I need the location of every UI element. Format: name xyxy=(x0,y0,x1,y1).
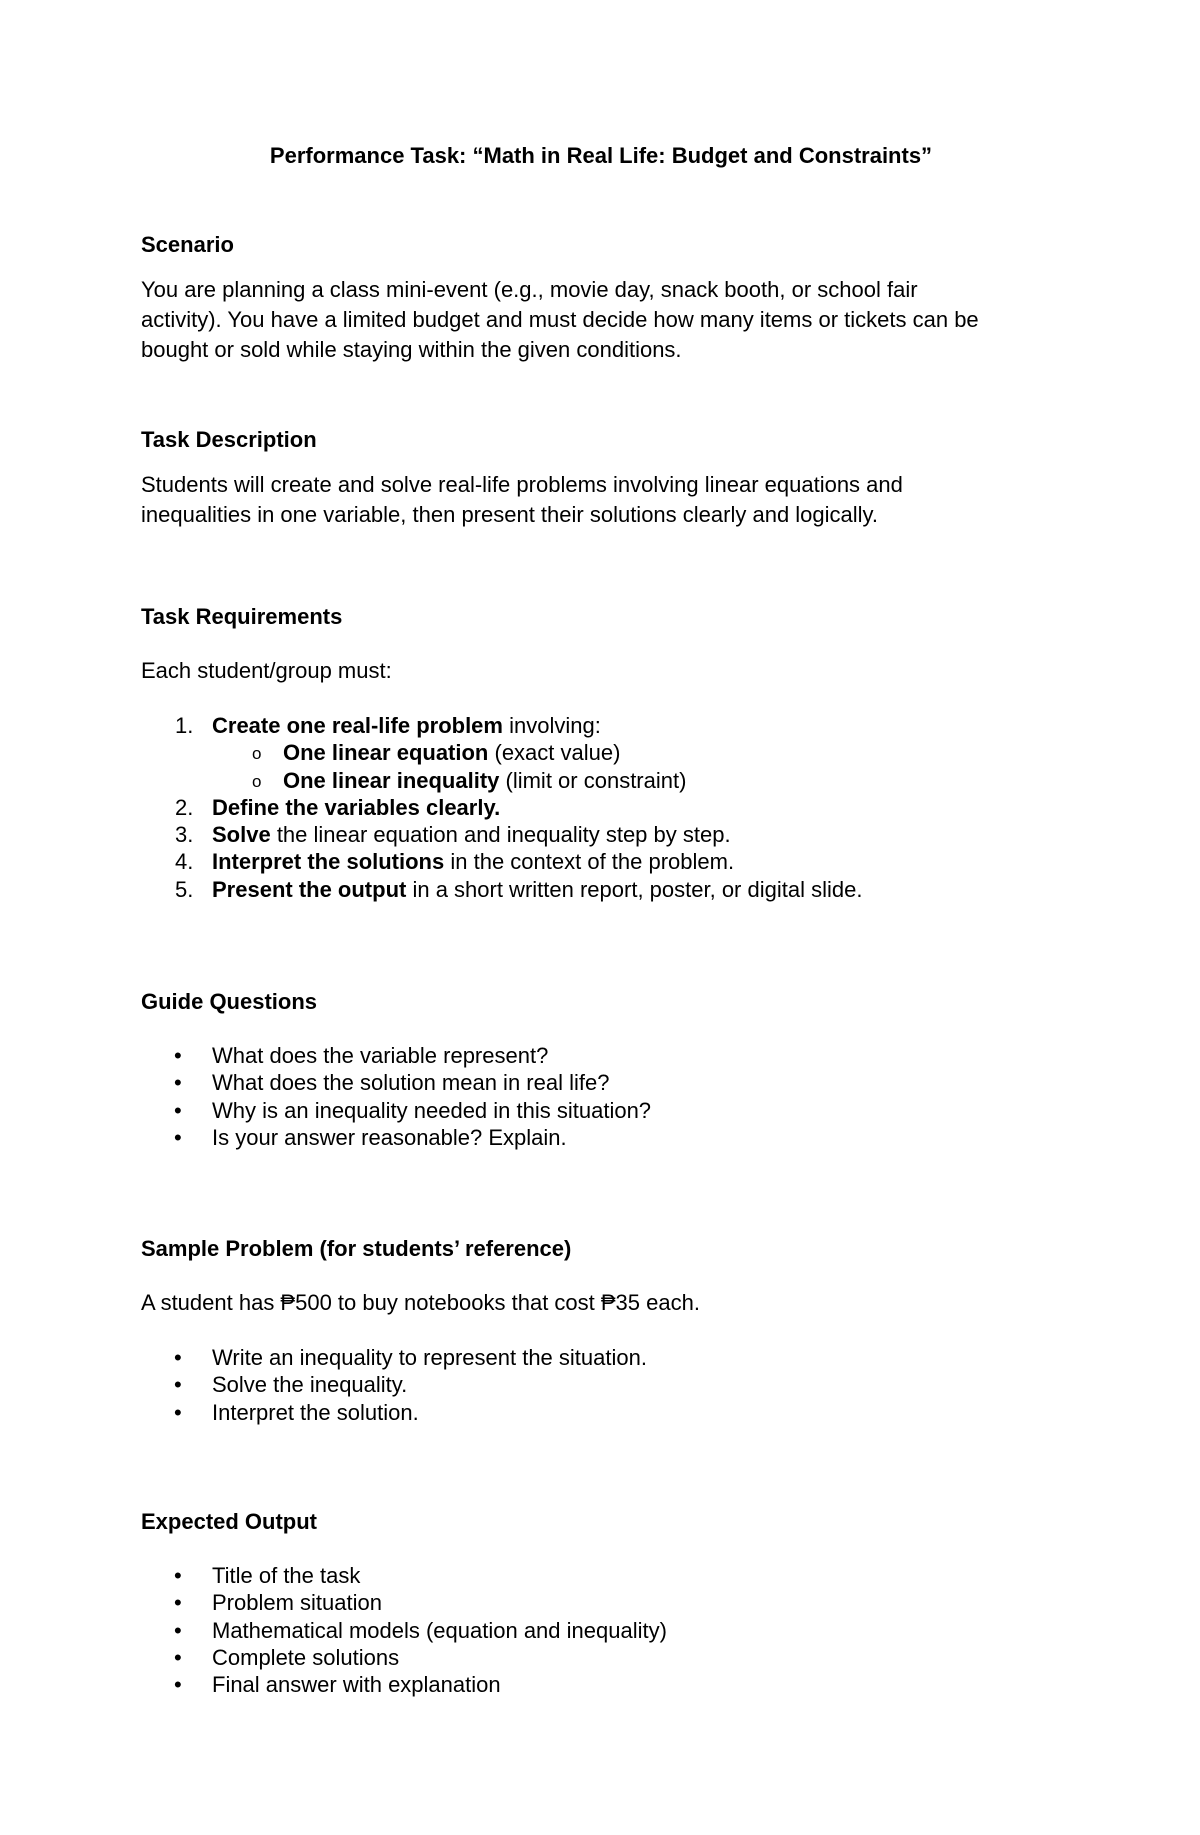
list-item: • Problem situation xyxy=(174,1590,382,1616)
list-item xyxy=(141,821,1061,848)
bullet-icon: • xyxy=(174,1124,182,1150)
list-item: • Solve the inequality. xyxy=(174,1372,408,1398)
list-item: • Title of the task xyxy=(174,1563,361,1588)
requirement-text: involving: xyxy=(502,713,601,738)
sample-problem-list xyxy=(141,1344,1061,1426)
bullet-icon: • xyxy=(174,1097,182,1123)
task-description-paragraph xyxy=(141,470,1061,530)
list-number: 2. xyxy=(175,794,194,820)
sub-bullet: o xyxy=(252,744,262,764)
list-item: • Write an inequality to represent the situation. xyxy=(174,1345,647,1370)
bullet-icon: • xyxy=(174,1345,182,1370)
bullet-icon: • xyxy=(174,1399,182,1425)
bullet-icon: • xyxy=(174,1590,182,1616)
list-item: • Complete solutions xyxy=(174,1644,400,1670)
requirement-text: (limit or constraint) xyxy=(499,767,687,793)
bullet-icon: • xyxy=(174,1043,182,1068)
bullet-icon: • xyxy=(174,1372,182,1398)
sample-problem-statement: A student has ₱500 to buy notebooks that cost ₱35 each. xyxy=(141,1290,700,1315)
task-description-heading: Task Description xyxy=(141,427,317,452)
requirement-bold: Define the variables clearly. xyxy=(212,794,501,820)
guide-questions-list xyxy=(141,1042,1061,1151)
bullet-icon: • xyxy=(174,1563,182,1588)
list-item: • Final answer with explanation xyxy=(174,1672,501,1698)
scenario-paragraph xyxy=(141,275,1061,365)
sub-bullet: o xyxy=(252,771,262,791)
requirement-text: in the context of the problem. xyxy=(444,849,735,875)
list-number: 1. xyxy=(175,713,194,738)
list-number: 3. xyxy=(175,822,194,848)
list-item xyxy=(141,739,1061,766)
task-description-line: Students will create and solve real-life problems involving linear equations and xyxy=(141,472,903,497)
requirement-bold: Create one real-life problem xyxy=(212,713,503,738)
list-item xyxy=(141,767,1061,794)
list-item: • Mathematical models (equation and inequality) xyxy=(174,1617,667,1643)
scenario-line: You are planning a class mini-event (e.g., movie day, snack booth, or school fair xyxy=(141,277,918,302)
requirement-text: in a short written report, poster, or digital slide. xyxy=(406,876,863,902)
list-item: • What does the solution mean in real life? xyxy=(174,1070,610,1096)
list-number: 5. xyxy=(175,876,194,902)
list-item: • Why is an inequality needed in this situation? xyxy=(174,1097,652,1123)
task-description-line: inequalities in one variable, then present their solutions clearly and logically. xyxy=(141,502,879,527)
requirement-text: the linear equation and inequality step by step. xyxy=(270,822,731,848)
sample-problem-heading: Sample Problem (for students’ reference) xyxy=(141,1236,572,1261)
bullet-icon: • xyxy=(174,1617,182,1643)
requirement-text: (exact value) xyxy=(488,740,621,766)
list-item: • Is your answer reasonable? Explain. xyxy=(174,1124,567,1150)
requirement-bold: Solve xyxy=(212,822,271,848)
requirements-list xyxy=(141,712,1061,903)
scenario-line: bought or sold while staying within the given conditions. xyxy=(141,337,682,362)
scenario-heading: Scenario xyxy=(141,232,234,257)
list-number: 4. xyxy=(175,849,194,875)
bullet-icon: • xyxy=(174,1070,182,1096)
requirement-bold: Interpret the solutions xyxy=(212,849,445,875)
list-item xyxy=(141,794,1061,821)
guide-questions-heading: Guide Questions xyxy=(141,989,318,1014)
requirement-bold: One linear equation xyxy=(283,740,489,766)
expected-output-list xyxy=(141,1562,1061,1698)
document-page xyxy=(141,0,1061,1835)
list-item: • Interpret the solution. xyxy=(174,1399,419,1425)
list-item: • What does the variable represent? xyxy=(174,1043,549,1068)
requirement-bold: Present the output xyxy=(212,876,407,902)
expected-output-heading: Expected Output xyxy=(141,1509,318,1534)
document-title: Performance Task: “Math in Real Life: Budget and Constraints” xyxy=(269,143,933,168)
bullet-icon: • xyxy=(174,1672,182,1698)
requirement-bold: One linear inequality xyxy=(283,767,500,793)
list-item xyxy=(141,848,1061,875)
list-item xyxy=(141,712,1061,739)
task-requirements-heading: Task Requirements xyxy=(141,604,343,629)
scenario-line: activity). You have a limited budget and must decide how many items or tickets can be xyxy=(141,307,979,332)
task-requirements-intro: Each student/group must: xyxy=(141,658,392,683)
list-item xyxy=(141,876,1061,903)
bullet-icon: • xyxy=(174,1644,182,1670)
